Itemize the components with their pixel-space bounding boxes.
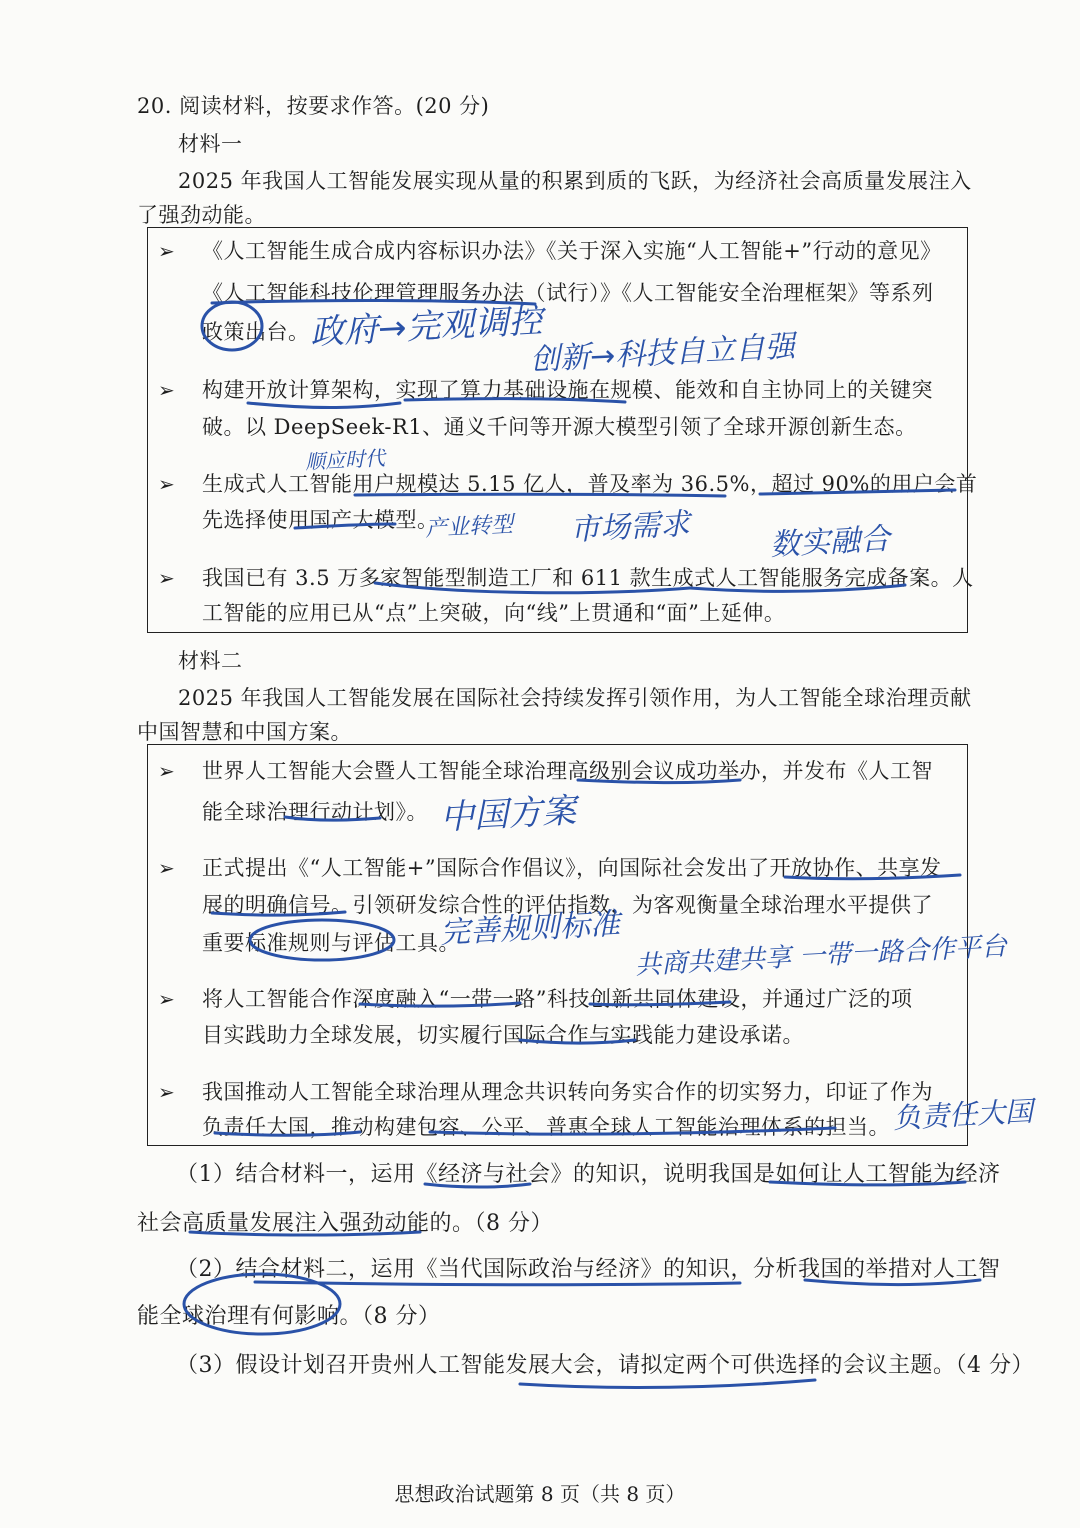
- bullet-arrow-icon: ➢: [158, 1080, 175, 1104]
- page-footer: 思想政治试题第 8 页（共 8 页）: [394, 1482, 686, 1506]
- bullet-arrow-icon: ➢: [158, 759, 175, 783]
- question-title: 20. 阅读材料，按要求作答。(20 分): [137, 94, 490, 118]
- m2-b1-line2: 能全球治理行动计划》。: [202, 800, 428, 824]
- subquestion-1-line1: （1）结合材料一，运用《经济与社会》的知识，说明我国是如何让人工智能为经济: [176, 1162, 1001, 1187]
- m1-b3-line2: 先选择使用国产大模型。: [202, 508, 439, 532]
- m2-b3-line2: 目实践助力全球发展，切实履行国际合作与实践能力建设承诺。: [202, 1023, 804, 1047]
- subquestion-2-line1: （2）结合材料二，运用《当代国际政治与经济》的知识，分析我国的举措对人工智: [176, 1257, 1001, 1282]
- bullet-arrow-icon: ➢: [158, 378, 175, 402]
- m1-b4-line2: 工智能的应用已从“点”上突破，向“线”上贯通和“面”上延伸。: [202, 601, 786, 625]
- handwritten-note: 数实融合: [769, 521, 891, 563]
- handwritten-note: 负责任大国: [892, 1094, 1034, 1135]
- m1-b3-line1: 生成式人工智能用户规模达 5.15 亿人，普及率为 36.5%，超过 90%的用户会首: [202, 472, 978, 496]
- material2-heading: 材料二: [178, 649, 243, 673]
- material1-intro-line2: 了强劲动能。: [137, 203, 266, 227]
- handwritten-note: 政府→完观调控: [309, 300, 544, 353]
- bullet-arrow-icon: ➢: [158, 472, 175, 496]
- bullet-arrow-icon: ➢: [158, 856, 175, 880]
- material2-intro-line2: 中国智慧和中国方案。: [137, 720, 352, 744]
- subquestion-3-line1: （3）假设计划召开贵州人工智能发展大会，请拟定两个可供选择的会议主题。（4 分）: [176, 1353, 1034, 1378]
- handwritten-note: 完善规则标准: [439, 906, 621, 951]
- m1-b4-line1: 我国已有 3.5 万多家智能型制造工厂和 611 款生成式人工智能服务完成备案。人: [202, 566, 974, 590]
- m1-b1-line1: 《人工智能生成合成内容标识办法》《关于深入实施“人工智能+”行动的意见》: [202, 239, 942, 263]
- m2-b2-line3: 重要标准规则与评估工具。: [202, 931, 460, 955]
- bullet-arrow-icon: ➢: [158, 239, 175, 263]
- material1-intro-line1: 2025 年我国人工智能发展实现从量的积累到质的飞跃，为经济社会高质量发展注入: [178, 169, 972, 193]
- handwritten-note: 创新→科技自立自强: [529, 329, 796, 378]
- subquestion-2-line2: 能全球治理有何影响。（8 分）: [137, 1304, 441, 1329]
- m2-b2-line2: 展的明确信号。引领研发综合性的评估指数，为客观衡量全球治理水平提供了: [202, 893, 933, 917]
- m2-b3-line1: 将人工智能合作深度融入“一带一路”科技创新共同体建设，并通过广泛的项: [202, 987, 913, 1011]
- handwritten-note: 中国方案: [439, 790, 578, 838]
- material2-intro-line1: 2025 年我国人工智能发展在国际社会持续发挥引领作用，为人工智能全球治理贡献: [178, 686, 972, 710]
- m1-b1-line2: 《人工智能科技伦理管理服务办法（试行）》《人工智能安全治理框架》等系列: [202, 281, 934, 305]
- m2-b4-line1: 我国推动人工智能全球治理从理念共识转向务实合作的切实努力，印证了作为: [202, 1080, 933, 1104]
- material1-heading: 材料一: [178, 132, 243, 156]
- handwritten-note: 共商共建共享 一带一路合作平台: [634, 931, 1008, 981]
- m1-b2-line2: 破。以 DeepSeek-R1、通义千问等开源大模型引领了全球开源创新生态。: [202, 415, 917, 439]
- bullet-arrow-icon: ➢: [158, 987, 175, 1011]
- m1-b2-line1: 构建开放计算架构，实现了算力基础设施在规模、能效和自主协同上的关键突: [202, 378, 933, 402]
- m1-b1-line3: 政策出台。: [202, 320, 310, 344]
- handwritten-note: 市场需求: [569, 506, 691, 548]
- handwritten-note: 产业转型: [424, 512, 514, 542]
- bullet-arrow-icon: ➢: [158, 566, 175, 590]
- handwritten-note: 顺应时代: [304, 445, 386, 474]
- m2-b2-line1: 正式提出《“人工智能+”国际合作倡议》，向国际社会发出了开放协作、共享发: [202, 856, 942, 880]
- subquestion-1-line2: 社会高质量发展注入强劲动能的。（8 分）: [137, 1211, 553, 1236]
- ink-underline: [520, 1380, 815, 1387]
- m2-b1-line1: 世界人工智能大会暨人工智能全球治理高级别会议成功举办，并发布《人工智: [202, 759, 933, 783]
- m2-b4-line2: 负责任大国，推动构建包容、公平、普惠全球人工智能治理体系的担当。: [202, 1115, 890, 1139]
